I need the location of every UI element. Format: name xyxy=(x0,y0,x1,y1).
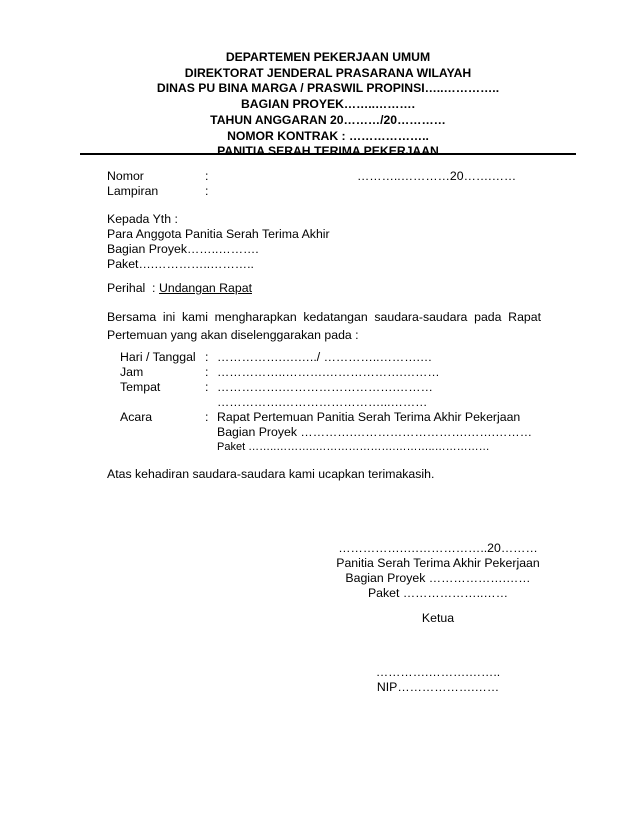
header-dinas: DINAS PU BINA MARGA / PRASWIL PROPINSI…..………….. xyxy=(156,81,500,96)
letter-date: ………..…………20…….…… xyxy=(357,169,517,183)
acara-value-line-1: Rapat Pertemuan Panitia Serah Terima Akhir Pekerjaan xyxy=(217,410,521,424)
tempat-label: Tempat xyxy=(120,380,161,394)
acara-value-line-2: Bagian Proyek ………….……………………….…….……… xyxy=(217,425,532,439)
nomor-label: Nomor xyxy=(107,169,144,183)
header-directorate: DIREKTORAT JENDERAL PRASARANA WILAYAH xyxy=(184,65,472,80)
signature-bagian-proyek: Bagian Proyek ……………….…… xyxy=(345,571,531,585)
addressee-line-1: Para Anggota Panitia Serah Terima Akhir xyxy=(107,227,330,241)
signature-committee: Panitia Serah Terima Akhir Pekerjaan xyxy=(336,556,540,570)
tempat-colon: : xyxy=(205,380,209,394)
header-panitia: PANITIA SERAH TERIMA PEKERJAAN xyxy=(217,144,439,159)
signature-name-line: ………….……….…….. xyxy=(375,665,501,679)
acara-colon: : xyxy=(205,410,209,424)
addressee-greeting: Kepada Yth : xyxy=(107,212,178,226)
jam-colon: : xyxy=(205,365,209,379)
header-nomor-kontrak: NOMOR KONTRAK : ……………….. xyxy=(227,128,429,143)
addressee-line-3: Paket….…………..……….. xyxy=(107,257,254,271)
lampiran-colon: : xyxy=(205,184,209,198)
signature-date: …………….….……………..20……… xyxy=(338,541,538,555)
subject-label: Perihal xyxy=(107,281,146,295)
signature-nip: NIP……………….…… xyxy=(376,680,500,694)
header-divider xyxy=(80,153,576,155)
hari-tanggal-label: Hari / Tanggal xyxy=(120,350,196,364)
header-bagian-proyek: BAGIAN PROYEK……..………. xyxy=(240,97,416,112)
tempat-value-line-2: …………….……………………...……… xyxy=(217,395,428,409)
tempat-value: …………….……………………….……… xyxy=(217,380,433,394)
signature-paket: Paket ………………..…… xyxy=(367,586,509,600)
addressee-line-2: Bagian Proyek……..………. xyxy=(107,242,259,256)
jam-label: Jam xyxy=(120,365,144,379)
lampiran-label: Lampiran xyxy=(107,184,159,198)
hari-tanggal-value: …………….….…../ …………..……….… xyxy=(217,350,433,364)
body-paragraph: Bersama ini kami mengharapkan kedatangan saudara-saudara pada Rapat Pertemuan yang akan diselenggarakan pada : xyxy=(107,310,541,342)
letterhead xyxy=(80,50,576,160)
acara-label: Acara xyxy=(120,410,153,424)
closing-sentence: Atas kehadiran saudara-saudara kami ucapkan terimakasih. xyxy=(107,467,435,481)
nomor-colon: : xyxy=(205,169,209,183)
acara-value-line-3: Paket ……..………..………………….………..…………… xyxy=(217,441,490,453)
signature-role: Ketua xyxy=(421,611,455,625)
header-department: DEPARTEMEN PEKERJAAN UMUM xyxy=(225,50,431,64)
jam-value: ……………..……….……………….……… xyxy=(217,365,440,379)
hari-tanggal-colon: : xyxy=(205,350,209,364)
subject-colon: : xyxy=(152,281,156,295)
header-tahun-anggaran: TAHUN ANGGARAN 20………/20………… xyxy=(210,112,446,127)
subject-value: Undangan Rapat xyxy=(159,281,252,295)
